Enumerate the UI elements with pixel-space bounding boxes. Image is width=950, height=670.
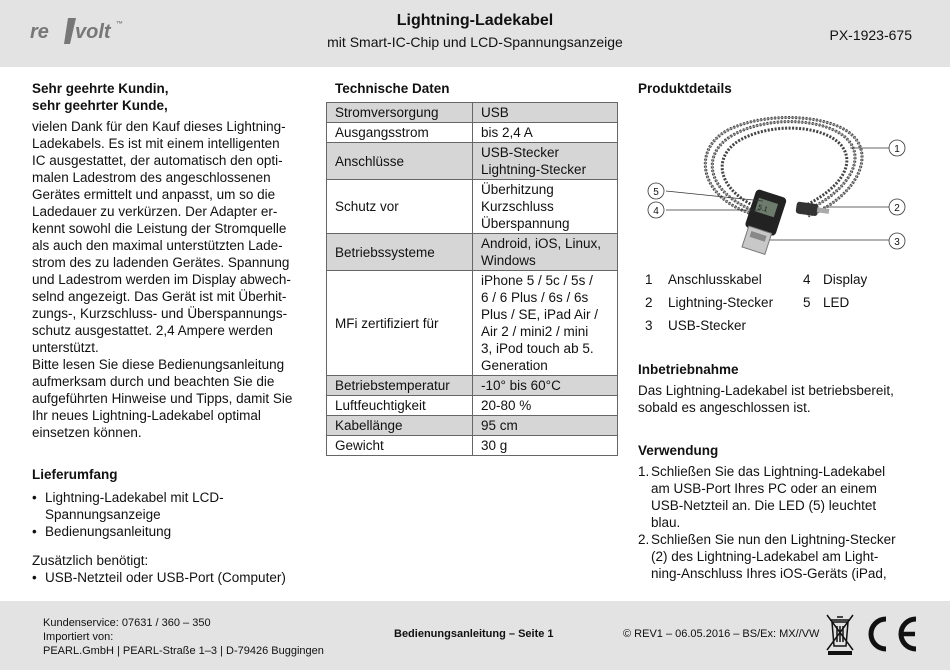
- intro-line: Ladedauer zu verkürzen. Der Adapter er-: [32, 204, 278, 219]
- footer-line: PEARL.GmbH | PEARL-Straße 1–3 | D-79426 Buggingen: [43, 645, 324, 657]
- list-item: [32, 523, 314, 540]
- product-code: PX-1923-675: [829, 27, 912, 43]
- document-title: Lightning-Ladekabel: [396, 12, 554, 29]
- step-line: Schließen Sie nun den Lightning-Stecker: [651, 532, 896, 547]
- table-row: [327, 103, 618, 123]
- spec-value-line: Überhitzung: [481, 182, 554, 197]
- callout-2: 2: [894, 203, 900, 214]
- product-column: [638, 80, 916, 590]
- spec-value-line: 95 cm: [481, 418, 518, 433]
- legend-item: 4 Display: [803, 272, 868, 287]
- svg-text:volt: volt: [75, 21, 111, 43]
- step-line: USB-Netzteil an. Die LED (5) leuchtet: [651, 498, 877, 513]
- spec-label: MFi zertifiziert für: [327, 271, 473, 376]
- spec-label: Luftfeuchtigkeit: [327, 396, 473, 416]
- text-line: Das Lightning-Ladekabel ist betriebsbereit,: [638, 383, 894, 398]
- intro-line: strom des zu ladenden Gerätes. Spannung: [32, 255, 290, 270]
- list-item-line: Spannungsanzeige: [45, 507, 161, 522]
- step-line: Schließen Sie das Lightning-Ladekabel: [651, 464, 886, 479]
- intro-line: IC ausgestattet, der automatisch den opti-: [32, 153, 283, 168]
- step-item: [638, 531, 916, 582]
- legend-item: 2 Lightning-Stecker: [645, 295, 774, 310]
- intro-line: aufgeführten Hinweise und Tipps, damit Sie: [32, 391, 293, 406]
- callout-1: 1: [894, 144, 900, 155]
- text-line: sobald es angeschlossen ist.: [638, 400, 811, 415]
- spec-value-line: Überspannung: [481, 216, 570, 231]
- footer-revision: © REV1 – 06.05.2016 – BS/Ex: MX//VW: [623, 628, 820, 640]
- footer-line: Kundenservice: 07631 / 360 – 350: [43, 617, 211, 629]
- intro-line: Bitte lesen Sie diese Bedienungsanleitung: [32, 357, 285, 372]
- spec-value-line: USB-Stecker: [481, 145, 560, 160]
- svg-text:™: ™: [116, 21, 123, 28]
- legend-item: 1 Anschlusskabel: [645, 272, 762, 287]
- table-row: [327, 234, 618, 271]
- spec-value-line: 6 / 6 Plus / 6s / 6s: [481, 290, 589, 305]
- step-number: 2.: [638, 532, 650, 547]
- spec-label: Betriebstemperatur: [327, 376, 473, 396]
- spec-value-line: -10° bis 60°C: [481, 378, 561, 393]
- table-row: [327, 143, 618, 180]
- spec-value: [473, 143, 618, 180]
- list-item-line: • Lightning-Ladekabel mit LCD-: [45, 490, 224, 505]
- step-line: blau.: [651, 515, 681, 530]
- spec-value-line: 3, iPod touch ab 5.: [481, 341, 594, 356]
- spec-value: [473, 396, 618, 416]
- step-line: (2) des Lightning-Ladekabel am Light-: [651, 549, 879, 564]
- spec-value-line: iPhone 5 / 5c / 5s /: [481, 273, 593, 288]
- verwendung-steps: [638, 463, 916, 582]
- intro-line: aufmerksam durch und beachten Sie die: [32, 374, 275, 389]
- spec-label: Gewicht: [327, 436, 473, 456]
- intro-line: als auch den maximal unterstützten Lade-: [32, 238, 283, 253]
- spec-value: [473, 271, 618, 376]
- product-details-heading: Produktdetails: [638, 81, 732, 96]
- spec-label: Kabellänge: [327, 416, 473, 436]
- spec-value-line: Generation: [481, 358, 548, 373]
- intro-line: vielen Dank für den Kauf dieses Lightning-: [32, 119, 286, 134]
- spec-label: Ausgangsstrom: [327, 123, 473, 143]
- intro-line: Ihr neues Lightning-Ladekabel optimal: [32, 408, 261, 423]
- product-illustration: [638, 100, 916, 258]
- intro-line: selnd angezeigt. Das Gerät ist mit Überhit-: [32, 289, 287, 304]
- spec-label: Schutz vor: [327, 180, 473, 234]
- spec-value-line: Windows: [481, 253, 536, 268]
- spec-value-line: USB: [481, 105, 509, 120]
- spec-value-line: 30 g: [481, 438, 508, 453]
- verwendung-heading: Verwendung: [638, 443, 719, 458]
- spec-label: Betriebssysteme: [327, 234, 473, 271]
- lieferumfang-list: [32, 489, 314, 540]
- spec-label: Anschlüsse: [327, 143, 473, 180]
- inbetriebnahme-section: [638, 361, 916, 416]
- step-number: 1.: [638, 464, 650, 479]
- svg-text:re: re: [30, 21, 49, 43]
- table-row: [327, 436, 618, 456]
- intro-line: Ladekabels. Es ist mit einem intelligenten: [32, 136, 280, 151]
- verwendung-section: [638, 442, 916, 582]
- inbetriebnahme-heading: Inbetriebnahme: [638, 362, 739, 377]
- intro-line: einsetzen können.: [32, 425, 142, 440]
- ce-mark-icon: [862, 614, 920, 654]
- spec-value-line: Plus / SE, iPad Air /: [481, 307, 599, 322]
- table-row: [327, 396, 618, 416]
- tech-column: [326, 80, 618, 456]
- tech-heading: Technische Daten: [335, 81, 450, 96]
- spec-value-line: bis 2,4 A: [481, 125, 533, 140]
- intro-line: Gerätes ermittelt und anpasst, um so die: [32, 187, 276, 202]
- page-footer: [0, 601, 950, 670]
- intro-line: und Ladestrom werden im Display abwech-: [32, 272, 291, 287]
- step-line: ning-Anschluss Ihres iOS-Geräts (iPad,: [651, 566, 887, 581]
- lieferumfang-heading: Lieferumfang: [32, 467, 118, 482]
- legend-item: 5 LED: [803, 295, 850, 310]
- additional-heading: Zusätzlich benötigt:: [32, 553, 149, 568]
- spec-value: [473, 180, 618, 234]
- weee-bin-icon: [825, 612, 855, 656]
- page-header: [0, 0, 950, 67]
- spec-value-line: Kurzschluss: [481, 199, 554, 214]
- svg-text:5.1: 5.1: [756, 204, 769, 214]
- list-item: • USB-Netzteil oder USB-Port (Computer): [32, 569, 314, 586]
- callout-4: 4: [653, 206, 659, 217]
- intro-line: unterstützt.: [32, 340, 99, 355]
- spec-value: [473, 416, 618, 436]
- spec-value: [473, 123, 618, 143]
- table-row: [327, 180, 618, 234]
- footer-line: Importiert von:: [43, 631, 114, 643]
- table-row: [327, 416, 618, 436]
- spec-value: [473, 376, 618, 396]
- tech-specs-table: [326, 102, 618, 456]
- intro-column: [32, 80, 314, 586]
- footer-contact: [43, 616, 324, 658]
- spec-value: [473, 103, 618, 123]
- table-row: [327, 376, 618, 396]
- callout-3: 3: [894, 237, 900, 248]
- step-item: [638, 463, 916, 531]
- spec-value-line: 20-80 %: [481, 398, 532, 413]
- additional-list: [32, 569, 314, 586]
- greeting: Sehr geehrte Kundin, sehr geehrter Kunde,: [32, 81, 169, 113]
- intro-line: zungs-, Kurzschluss- und Überspannungs-: [32, 306, 288, 321]
- legend-item: 3 USB-Stecker: [645, 318, 747, 333]
- spec-value-line: Lightning-Stecker: [481, 162, 587, 177]
- spec-value-line: Air 2 / mini2 / mini: [481, 324, 589, 339]
- intro-line: malen Ladestrom des angeschlossenen: [32, 170, 271, 185]
- inbetriebnahme-text: [638, 382, 916, 416]
- footer-page-label: Bedienungsanleitung – Seite 1: [394, 628, 554, 640]
- spec-value-line: Android, iOS, Linux,: [481, 236, 602, 251]
- intro-paragraph: [32, 118, 314, 441]
- intro-line: kennt sowohl die Leistung der Stromquelle: [32, 221, 287, 236]
- table-row: [327, 271, 618, 376]
- spec-value: [473, 436, 618, 456]
- intro-line: schutz ausgestattet. 2,4 Ampere werden: [32, 323, 273, 338]
- list-item: [32, 489, 314, 523]
- spec-value: [473, 234, 618, 271]
- spec-label: Stromversorgung: [327, 103, 473, 123]
- list-item-line: • Bedienungsanleitung: [45, 524, 172, 539]
- table-row: [327, 123, 618, 143]
- step-line: am USB-Port Ihres PC oder an einem: [651, 481, 877, 496]
- document-subtitle: mit Smart-IC-Chip und LCD-Spannungsanzeige: [327, 34, 623, 50]
- callout-5: 5: [653, 187, 659, 198]
